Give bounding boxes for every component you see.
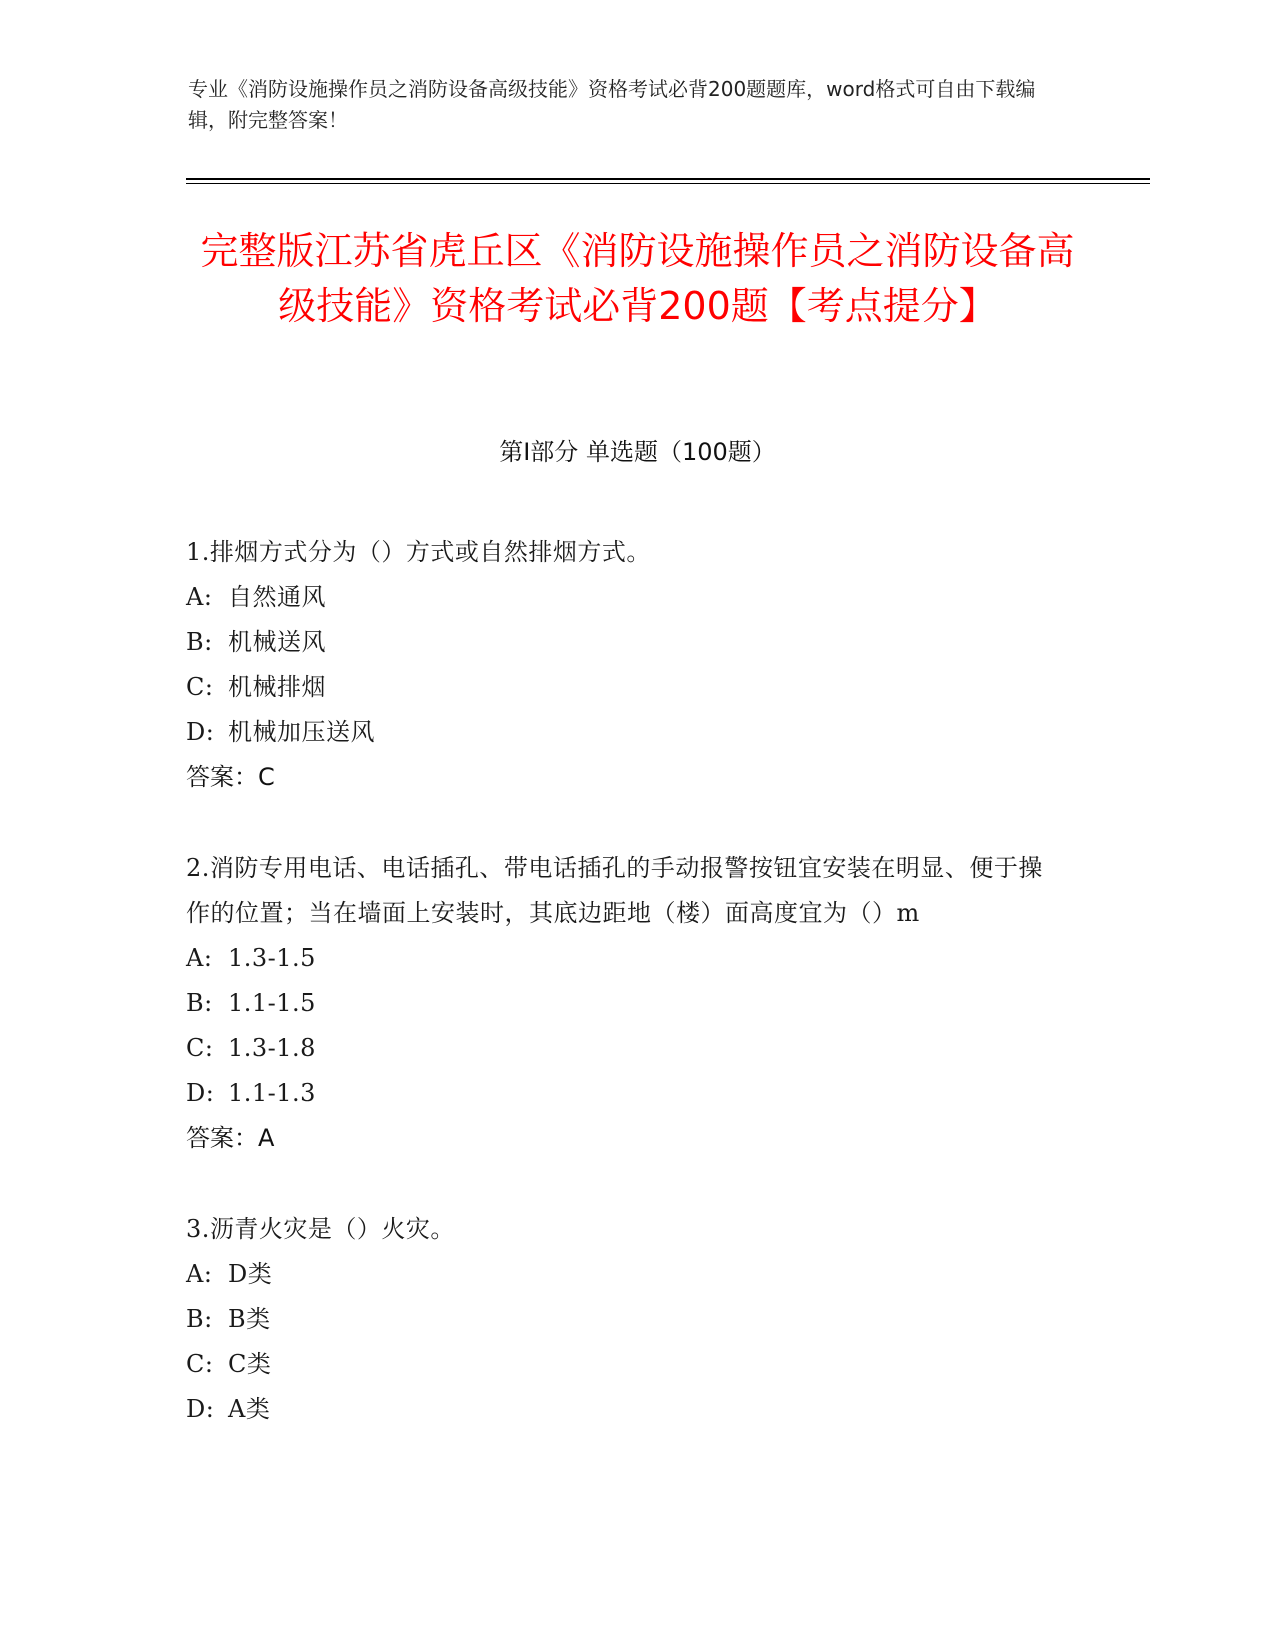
section-title: 第Ⅰ部分 单选题（100题） <box>499 438 776 466</box>
question-item <box>186 1207 1066 1432</box>
option-d <box>186 1387 1066 1432</box>
header-divider-thin <box>186 183 1150 184</box>
option-letter: A: <box>186 1260 213 1288</box>
option-text: 机械加压送风 <box>228 718 375 746</box>
option-text: A类 <box>228 1395 271 1423</box>
answer-line: 答案：C <box>186 763 275 791</box>
option-text: C类 <box>228 1350 272 1378</box>
answer-line: 答案：A <box>186 1124 275 1152</box>
document-title: 完整版江苏省虎丘区《消防设施操作员之消防设备高级技能》资格考试必背200题【考点提分】 <box>200 229 1075 328</box>
option-letter: C: <box>186 1350 214 1378</box>
question-stem: 1.排烟方式分为（）方式或自然排烟方式。 <box>186 538 651 566</box>
question-stem: 2.消防专用电话、电话插孔、带电话插孔的手动报警按钮宜安装在明显、便于操作的位置；当在墙面上安装时，其底边距地（楼）面高度宜为（）m <box>186 854 1043 927</box>
option-text: 1.3-1.8 <box>228 1034 316 1062</box>
option-a <box>186 1252 1066 1297</box>
option-letter: C: <box>186 673 214 701</box>
question-item <box>186 846 1066 1161</box>
option-letter: B: <box>186 989 213 1017</box>
option-d <box>186 1071 1066 1116</box>
question-item <box>186 530 1066 800</box>
option-d <box>186 710 1066 755</box>
option-letter: B: <box>186 628 213 656</box>
option-letter: A: <box>186 944 213 972</box>
option-text: 1.1-1.5 <box>228 989 316 1017</box>
question-stem: 3.沥青火灾是（）火灾。 <box>186 1215 455 1243</box>
header-divider <box>186 178 1150 180</box>
option-b <box>186 981 1066 1026</box>
option-letter: C: <box>186 1034 214 1062</box>
option-text: 1.3-1.5 <box>228 944 316 972</box>
option-a <box>186 575 1066 620</box>
option-letter: A: <box>186 583 213 611</box>
option-text: B类 <box>228 1305 271 1333</box>
option-letter: D: <box>186 1395 215 1423</box>
option-text: 机械送风 <box>228 628 326 656</box>
option-b <box>186 620 1066 665</box>
option-c <box>186 665 1066 710</box>
option-letter: D: <box>186 718 215 746</box>
option-text: 自然通风 <box>228 583 326 611</box>
option-c <box>186 1342 1066 1387</box>
option-text: 机械排烟 <box>228 673 326 701</box>
question-list <box>186 530 1066 1478</box>
option-text: D类 <box>228 1260 273 1288</box>
option-c <box>186 1026 1066 1071</box>
option-b <box>186 1297 1066 1342</box>
option-text: 1.1-1.3 <box>228 1079 316 1107</box>
header-note: 专业《消防设施操作员之消防设备高级技能》资格考试必背200题题库，word格式可自由下载编辑，附完整答案！ <box>188 77 1036 132</box>
option-letter: B: <box>186 1305 213 1333</box>
option-letter: D: <box>186 1079 215 1107</box>
option-a <box>186 936 1066 981</box>
